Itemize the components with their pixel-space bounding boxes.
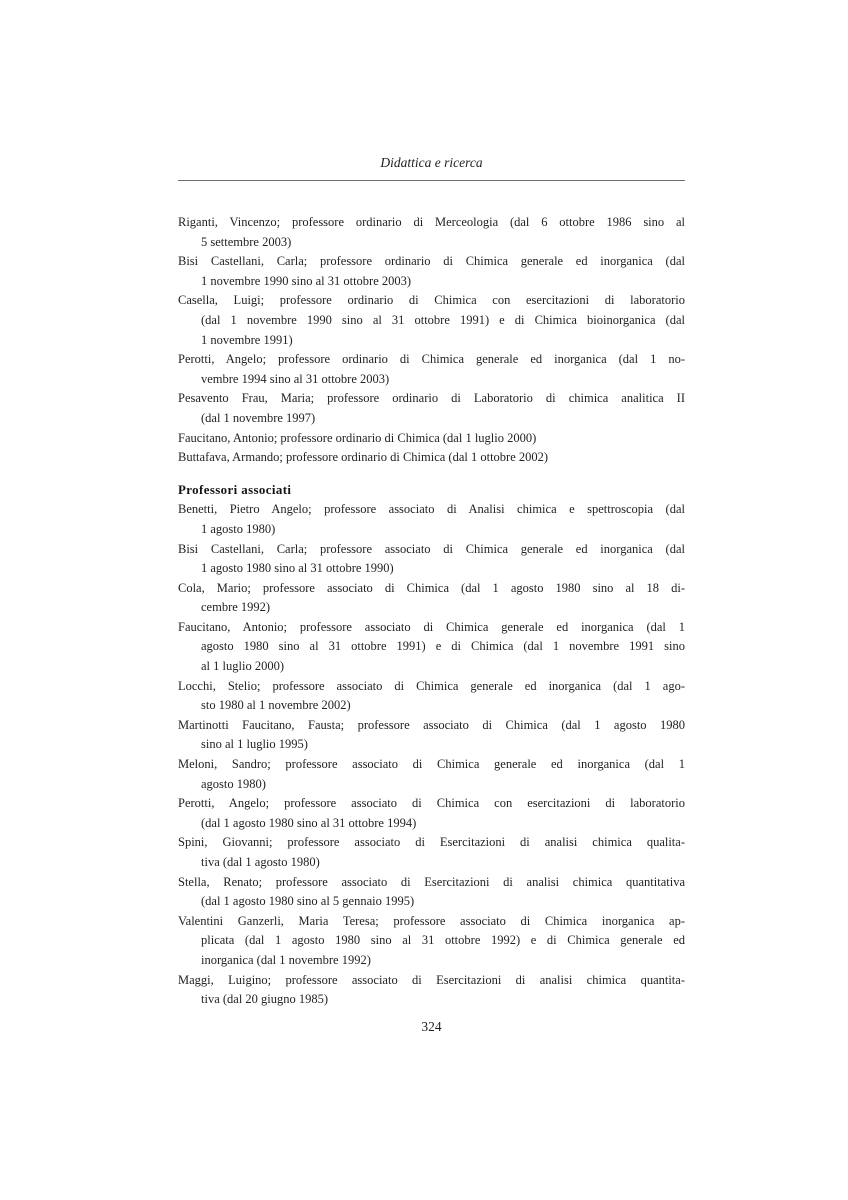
- entry-line: 5 settembre 2003): [201, 234, 292, 249]
- entry-line: agosto 1980): [201, 776, 266, 791]
- professor-entry: [178, 291, 685, 350]
- entry-line: 1 novembre 1990 sino al 31 ottobre 2003): [201, 273, 412, 288]
- professor-entry: [178, 677, 685, 716]
- professor-entry: [178, 350, 685, 389]
- entry-line: (dal 1 agosto 1980 sino al 5 gennaio 1995): [201, 894, 415, 909]
- entry-line: (dal 1 agosto 1980 sino al 31 ottobre 1994): [201, 815, 417, 830]
- entry-line: Riganti, Vincenzo; professore ordinario di Merceologia (dal 6 ottobre 1986 sino al: [178, 215, 685, 229]
- entry-line: Spini, Giovanni; professore associato di Esercitazioni di analisi chimica qualita-: [178, 835, 685, 850]
- entry-line: sino al 1 luglio 1995): [201, 737, 308, 752]
- professor-entry: [178, 389, 685, 428]
- professor-entry: [178, 794, 685, 833]
- entry-line: 1 agosto 1980 sino al 31 ottobre 1990): [201, 561, 394, 576]
- entry-line: plicata (dal 1 agosto 1980 sino al 31 ottobre 1992) e di Chimica generale ed: [201, 933, 685, 948]
- entry-line: Locchi, Stelio; professore associato di Chimica generale ed inorganica (dal 1 ago-: [178, 678, 685, 693]
- running-header-title: Didattica e ricerca: [380, 155, 483, 170]
- entry-line: Buttafava, Armando; professore ordinario di Chimica (dal 1 ottobre 2002): [178, 450, 549, 465]
- entry-line: Perotti, Angelo; professore associato di Chimica con esercitazioni di laboratorio: [178, 796, 685, 811]
- entry-line: Benetti, Pietro Angelo; professore associato di Analisi chimica e spettroscopia (dal: [178, 502, 685, 517]
- professor-section: [178, 213, 685, 468]
- header-rule: [178, 180, 685, 181]
- professor-entry: [178, 971, 685, 1010]
- professor-entry: [178, 540, 685, 579]
- professor-entry: [178, 912, 685, 971]
- entry-line: tiva (dal 20 giugno 1985): [201, 992, 329, 1007]
- entry-line: Faucitano, Antonio; professore ordinario di Chimica (dal 1 luglio 2000): [178, 430, 537, 445]
- professor-entry: [178, 252, 685, 291]
- professor-entry: [178, 213, 685, 252]
- entry-line: Martinotti Faucitano, Fausta; professore associato di Chimica (dal 1 agosto 1980: [178, 717, 685, 732]
- professor-entry: [178, 579, 685, 618]
- entry-line: Casella, Luigi; professore ordinario di Chimica con esercitazioni di laboratorio: [178, 293, 685, 308]
- page-number: 324: [421, 1019, 442, 1034]
- entries-container: [178, 213, 685, 1010]
- entry-line: Faucitano, Antonio; professore associato di Chimica generale ed inorganica (dal 1: [178, 619, 685, 634]
- entry-line: Bisi Castellani, Carla; professore ordinario di Chimica generale ed inorganica (dal: [178, 254, 685, 269]
- professor-entry: [178, 429, 685, 449]
- entry-line: Stella, Renato; professore associato di Esercitazioni di analisi chimica quantitativa: [178, 874, 685, 889]
- professor-entry: [178, 500, 685, 539]
- entry-line: Meloni, Sandro; professore associato di Chimica generale ed inorganica (dal 1: [178, 757, 685, 772]
- entry-line: Bisi Castellani, Carla; professore associato di Chimica generale ed inorganica (dal: [178, 541, 685, 556]
- entry-line: 1 agosto 1980): [201, 521, 276, 536]
- entry-line: tiva (dal 1 agosto 1980): [201, 855, 320, 869]
- entry-line: Perotti, Angelo; professore ordinario di Chimica generale ed inorganica (dal 1 no-: [178, 352, 685, 367]
- entry-line: Maggi, Luigino; professore associato di Esercitazioni di analisi chimica quantita-: [178, 972, 685, 987]
- professor-entry: [178, 448, 685, 468]
- entry-line: vembre 1994 sino al 31 ottobre 2003): [201, 371, 390, 386]
- page-footer: [178, 1019, 685, 1035]
- entry-line: Pesavento Frau, Maria; professore ordinario di Laboratorio di chimica analitica II: [178, 391, 685, 406]
- professor-entry: [178, 618, 685, 677]
- entry-line: sto 1980 al 1 novembre 2002): [201, 698, 351, 713]
- professor-entry: [178, 755, 685, 794]
- entry-line: 1 novembre 1991): [201, 332, 293, 347]
- professor-section: [178, 481, 685, 1010]
- entry-line: al 1 luglio 2000): [201, 659, 284, 674]
- entry-line: Cola, Mario; professore associato di Chimica (dal 1 agosto 1980 sino al 18 di-: [178, 580, 685, 595]
- entry-line: (dal 1 novembre 1990 sino al 31 ottobre 1991) e di Chimica bioinorganica (dal: [201, 312, 685, 327]
- professor-entry: [178, 873, 685, 912]
- section-heading: Professori associati: [178, 482, 292, 497]
- professor-entry: [178, 716, 685, 755]
- entry-line: Valentini Ganzerli, Maria Teresa; professore associato di Chimica inorganica ap-: [178, 913, 685, 928]
- entry-line: (dal 1 novembre 1997): [201, 410, 316, 425]
- entry-line: inorganica (dal 1 novembre 1992): [201, 952, 371, 967]
- running-header: [178, 154, 685, 181]
- entry-line: agosto 1980 sino al 31 ottobre 1991) e di Chimica (dal 1 novembre 1991 sino: [201, 639, 685, 654]
- professor-entry: [178, 833, 685, 872]
- entry-line: cembre 1992): [201, 600, 271, 615]
